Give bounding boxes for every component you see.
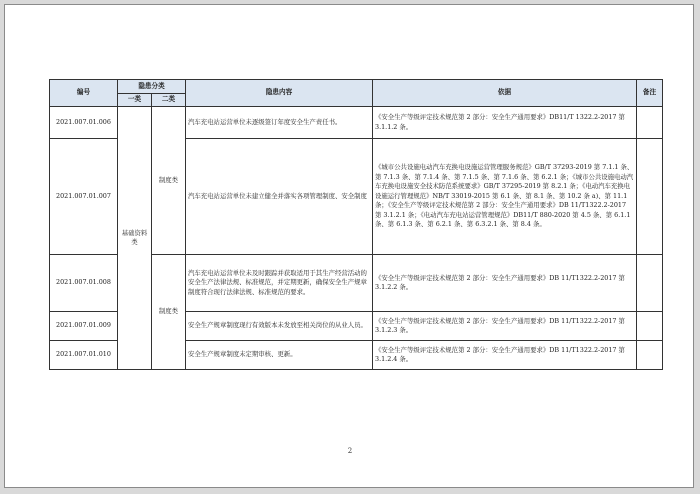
header-cat1: 一类 [118,94,152,107]
header-remark: 备注 [637,80,663,107]
header-id: 编号 [50,80,118,107]
header-cat2: 二类 [152,94,186,107]
header-category: 隐患分类 [118,80,186,94]
row-content: 汽车充电站运营单位未逐级签订年度安全生产责任书。 [186,107,373,139]
page-number: 2 [347,447,353,455]
hazard-table [49,79,663,370]
row-id: 2021.007.01.007 [50,139,118,255]
row-id: 2021.007.01.009 [50,312,118,341]
row-remark [637,312,663,341]
row-id: 2021.007.01.010 [50,341,118,370]
cat2-cell: 制度类 [152,255,186,370]
row-remark [637,139,663,255]
row-content: 汽车充电站运营单位未建立健全并落实各项管理制度、安全制度 [186,139,373,255]
row-basis: 《安全生产等级评定技术规范第 2 部分：安全生产通用要求》DB11/T 1322.2-2017 第 3.1.1.2 条。 [373,107,637,139]
row-remark [637,255,663,312]
document-page [4,4,694,488]
row-content: 安全生产规章制度现行有效版本未发放至相关岗位的从业人员。 [186,312,373,341]
row-basis: 《安全生产等级评定技术规范第 2 部分：安全生产通用要求》DB 11/T1322.2-2017 第 3.1.2.2 条。 [373,255,637,312]
row-id: 2021.007.01.008 [50,255,118,312]
row-id: 2021.007.01.006 [50,107,118,139]
row-remark [637,341,663,370]
row-content: 安全生产规章制度未定期审核、更新。 [186,341,373,370]
row-content: 汽车充电站运营单位未及时跟踪并获取适用于其生产经营活动的安全生产法律法规、标准规范，并定期更新，确保安全生产规章制度符合现行法律法规、标准规范的要求。 [186,255,373,312]
cat2-cell: 制度类 [152,107,186,255]
header-content: 隐患内容 [186,80,373,107]
row-remark [637,107,663,139]
row-basis: 《安全生产等级评定技术规范第 2 部分：安全生产通用要求》DB 11/T1322.2-2017 第 3.1.2.3 条。 [373,312,637,341]
row-basis: 《安全生产等级评定技术规范第 2 部分：安全生产通用要求》DB 11/T1322.2-2017 第 3.1.2.4 条。 [373,341,637,370]
row-basis: 《城市公共设施电动汽车充换电设施运营管理服务规范》GB/T 37293-2019 第 7.1.1 条、第 7.1.3 条、第 7.1.4 条、第 7.1.5 条、第 7.1.6 条、第 6.2.1 条；《城市公共设施电动汽车充换电设施安全技术防范系统要求》GB/T 37295-2019 第 8.2.1 条；《电动汽车充换电设施运行管理规范》NB/T 33019-2015 第 6.1 条、第 8.1 条、第 10.2 条 a)、第 11.1 条；《安全生产等级评定技术规范第 2 部分：安全生产通用要求》DB 11/T1322.2-2017 第 3.1.2.1 条；《电动汽车充电站运营管理规范》DB11/T 880-2020 第 4.5 条、第 6.1.1 条、第 6.1.3 条、第 6.2.1 条、第 6.3.2.1 条、第 8.4 条。 [373,139,637,255]
header-basis: 依据 [373,80,637,107]
table-row [50,107,663,139]
cat1-cell: 基础资料类 [118,107,152,370]
